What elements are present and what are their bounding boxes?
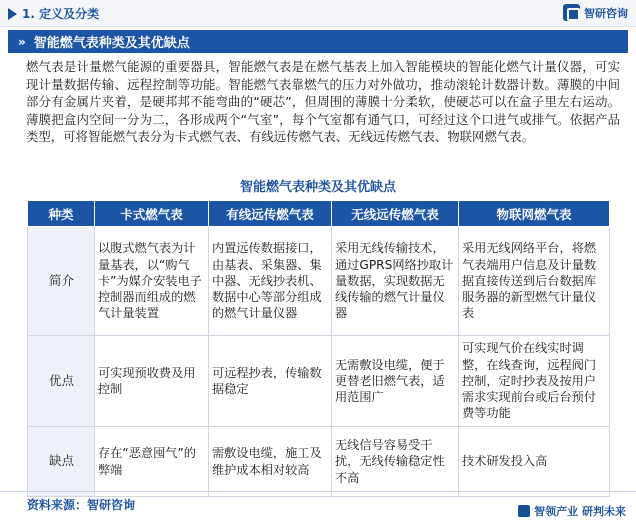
table-cell: 以腹式燃气表为计量基表，以“购气卡”为媒介安装电子控制器而组成的燃气计量装置 [95, 227, 209, 336]
table-cell: 可实现预收费及用控制 [95, 336, 209, 427]
table-cell: 无需敷设电缆，便于更替老旧燃气表，适用范围广 [332, 336, 459, 427]
brand-name: 智研咨询 [584, 6, 628, 20]
column-header: 物联网燃气表 [459, 201, 610, 227]
table-cell: 采用无线网络平台，将燃气表端用户信息及计量数据直接传送到后台数据库服务器的新型燃气计量仪表 [459, 227, 610, 336]
intro-paragraph: 燃气表是计量燃气能源的重要器具，智能燃气表是在燃气基表上加入智能模块的智能化燃气计量仪器，可实现计量数据传输、远程控制等功能。智能燃气表靠燃气的压力对外做功，推动滚轮计数器计数。薄膜的中间部分有金属片夹着，是硬邦邦不能弯曲的“硬芯”，但周围的薄膜十分柔软，使硬芯可以在盒子里左右运动。薄膜把盒内空间一分为二，各形成两个“气室”，每个气室都有通气口，可经过这个口进气或排气。依据产品类型，可将智能燃气表分为卡式燃气表、有线远传燃气表、无线远传燃气表、物联网燃气表。 [26, 59, 620, 145]
column-header: 有线远传燃气表 [209, 201, 332, 227]
section-marker-icon [8, 8, 17, 20]
table-title: 智能燃气表种类及其优缺点 [239, 180, 396, 195]
column-header: 无线远传燃气表 [332, 201, 459, 227]
double-chevron-icon: » [18, 34, 24, 49]
title-banner [8, 30, 628, 53]
source-note: 资料来源：智研咨询 [27, 498, 136, 512]
footer-brand [518, 503, 626, 519]
column-header: 卡式燃气表 [95, 201, 209, 227]
banner-title: 智能燃气表种类及其优缺点 [33, 36, 190, 51]
table-cell: 采用无线传输技术，通过GPRS网络抄取计量数据，实现数据无线传输的燃气计量仪器 [332, 227, 459, 336]
table-row [28, 427, 610, 497]
table-cell: 存在“恶意囤气”的弊端 [95, 427, 209, 497]
footer-slogan: 智领产业 研判未来 [534, 505, 626, 518]
row-label: 简介 [28, 227, 95, 336]
table-header-row [28, 201, 610, 227]
table-cell: 无线信号容易受干扰，无线传输稳定性不高 [332, 427, 459, 497]
table-cell: 可实现气价在线实时调整，在线查询，远程阀门控制，定时抄表及按用户需求实现前台或后台预付费等功能 [459, 336, 610, 427]
table-row [28, 336, 610, 427]
table-cell: 内置远传数据接口，由基表、采集器、集中器、无线抄表机、数据中心等部分组成的燃气计量仪器 [209, 227, 332, 336]
top-section-bar [0, 0, 636, 27]
brand-logo-icon [563, 4, 580, 21]
row-label: 缺点 [28, 427, 95, 497]
comparison-table [27, 200, 610, 497]
section-title: 1. 定义及分类 [22, 7, 100, 21]
table-cell: 需敷设电缆，施工及维护成本相对较高 [209, 427, 332, 497]
footer-divider [0, 491, 636, 492]
column-header: 种类 [28, 201, 95, 227]
brand [563, 4, 628, 21]
table-cell: 可远程抄表，传输数据稳定 [209, 336, 332, 427]
table-row [28, 227, 610, 336]
footer-logo-icon [518, 505, 530, 517]
row-label: 优点 [28, 336, 95, 427]
table-cell: 技术研发投入高 [459, 427, 610, 497]
